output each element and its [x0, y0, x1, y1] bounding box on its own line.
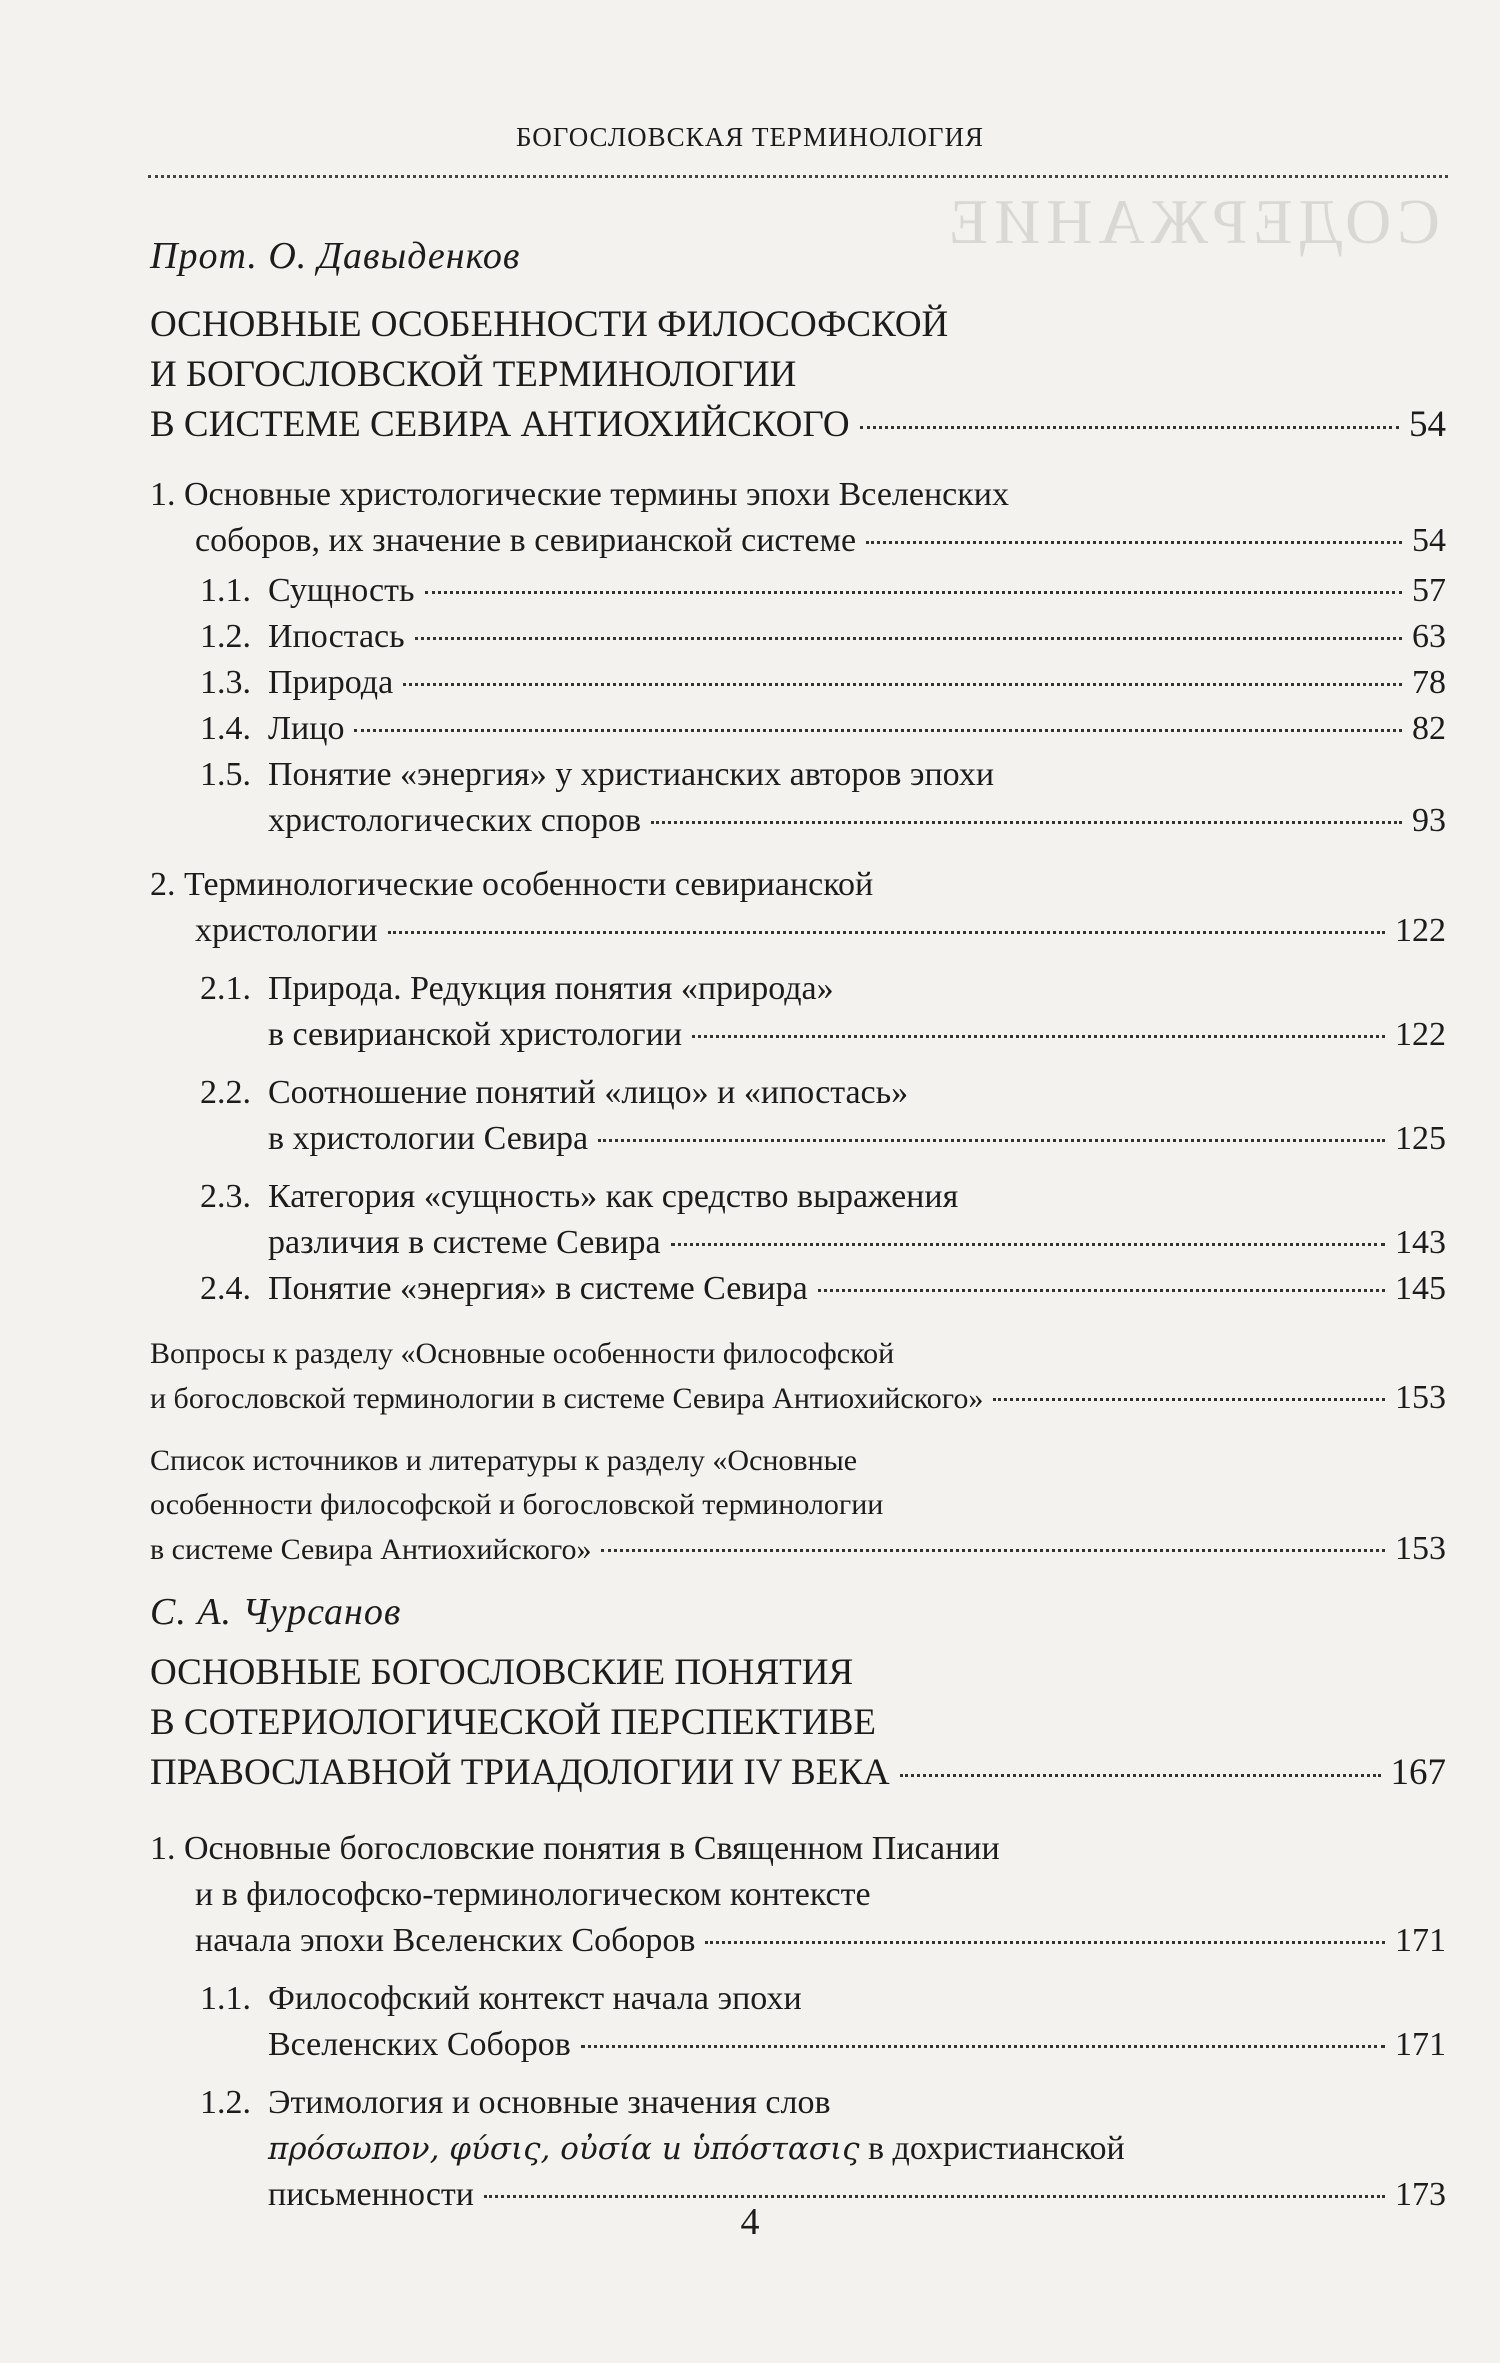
toc-subitem[interactable]	[150, 1266, 1446, 1312]
toc-text: Понятие «энергия» у христианских авторов эпохи	[268, 756, 995, 793]
toc-text: Соотношение понятий «лицо» и «ипостась»	[268, 1074, 909, 1111]
toc-chapter[interactable]	[150, 472, 1446, 564]
leader-dots	[900, 1774, 1381, 1777]
toc-text: в дохристианской	[859, 2130, 1125, 2167]
toc-text: 1. Основные богословские понятия в Священном Писании	[150, 1830, 1000, 1867]
page-ref: 171	[1395, 2026, 1446, 2063]
toc-subitem[interactable]	[150, 568, 1446, 614]
leader-dots	[651, 821, 1402, 824]
page-ref: 153	[1395, 1379, 1446, 1416]
toc-subitem[interactable]	[150, 752, 1446, 844]
page-ref: 78	[1412, 664, 1446, 701]
toc-number: 1.4.	[200, 710, 251, 747]
toc-text: различия в системе Севира	[268, 1224, 661, 1261]
toc-number: 1.5.	[200, 756, 251, 793]
toc-text: Философский контекст начала эпохи	[268, 1980, 802, 2017]
leader-dots	[581, 2045, 1385, 2048]
toc-chapter[interactable]	[150, 862, 1446, 954]
toc-number: 2.3.	[200, 1178, 251, 1215]
toc-subitem[interactable]	[150, 614, 1446, 660]
page-ref: 54	[1409, 404, 1446, 445]
toc-text: Список источников и литературы к разделу «Основные	[150, 1444, 858, 1477]
leader-dots	[354, 729, 1402, 732]
title-line: В СОТЕРИОЛОГИЧЕСКОЙ ПЕРСПЕКТИВЕ	[150, 1702, 877, 1743]
page-ref: 171	[1395, 1922, 1446, 1959]
toc-text: в христологии Севира	[268, 1120, 589, 1157]
page-ref: 173	[1395, 2176, 1446, 2213]
toc-subitem[interactable]	[150, 2080, 1446, 2218]
leader-dots	[671, 1243, 1385, 1246]
page-ref: 122	[1395, 1016, 1446, 1053]
leader-dots	[860, 426, 1399, 429]
toc-subitem[interactable]	[150, 966, 1446, 1058]
toc-text: Вопросы к разделу «Основные особенности философской	[150, 1337, 895, 1370]
toc-text: письменности	[268, 2176, 474, 2213]
leader-dots	[866, 541, 1402, 544]
title-line: И БОГОСЛОВСКОЙ ТЕРМИНОЛОГИИ	[150, 354, 797, 395]
toc-text: в системе Севира Антиохийского»	[150, 1533, 592, 1566]
page-ref: 82	[1412, 710, 1446, 747]
toc-number: 2.1.	[200, 970, 251, 1007]
toc-text: 2. Терминологические особенности севирианской	[150, 866, 874, 903]
page-ref: 143	[1395, 1224, 1446, 1261]
page-ref: 93	[1412, 802, 1446, 839]
toc-text: Понятие «энергия» в системе Севира	[268, 1270, 808, 1307]
page-ref: 122	[1395, 912, 1446, 949]
page-ref: 57	[1412, 572, 1446, 609]
page-ref: 54	[1412, 522, 1446, 559]
running-head: БОГОСЛОВСКАЯ ТЕРМИНОЛОГИЯ	[515, 122, 985, 152]
toc-text: Лицо	[268, 710, 345, 747]
leader-dots	[484, 2195, 1385, 2198]
page-ref: 63	[1412, 618, 1446, 655]
leader-dots	[598, 1139, 1385, 1142]
toc-sources[interactable]	[150, 1439, 1446, 1572]
toc-number: 1.2.	[200, 2084, 251, 2121]
toc-text: и богословской терминологии в системе Севира Антиохийского»	[150, 1382, 984, 1415]
toc-number: 2.2.	[200, 1074, 251, 1111]
toc-number: 1.2.	[200, 618, 251, 655]
toc-text: христологии	[195, 912, 378, 949]
toc-text: Категория «сущность» как средство выражения	[268, 1178, 959, 1215]
page-ref: 167	[1390, 1752, 1446, 1793]
toc-text: соборов, их значение в севирианской системе	[195, 522, 857, 559]
table-of-contents	[150, 232, 1446, 2218]
page-ref: 153	[1395, 1530, 1446, 1567]
toc-text: христологических споров	[268, 802, 642, 839]
toc-subitem[interactable]	[150, 1070, 1446, 1162]
toc-text: начала эпохи Вселенских Соборов	[195, 1922, 696, 1959]
section-title[interactable]	[150, 300, 1446, 450]
toc-chapter[interactable]	[150, 1826, 1446, 1964]
title-line: ОСНОВНЫЕ ОСОБЕННОСТИ ФИЛОСОФСКОЙ	[150, 304, 949, 345]
toc-subitem[interactable]	[150, 706, 1446, 752]
toc-text: в севирианской христологии	[268, 1016, 683, 1053]
leader-dots	[388, 931, 1385, 934]
section-title[interactable]	[150, 1648, 1446, 1798]
toc-questions[interactable]	[150, 1332, 1446, 1421]
header-dotted-rule	[148, 175, 1448, 178]
toc-text: особенности философской и богословской терминологии	[150, 1488, 884, 1521]
leader-dots	[601, 1549, 1385, 1552]
toc-text: и в философско-терминологическом контексте	[195, 1876, 871, 1913]
leader-dots	[993, 1398, 1385, 1401]
toc-number: 1.1.	[200, 1980, 251, 2017]
toc-text: Вселенских Соборов	[268, 2026, 571, 2063]
leader-dots	[818, 1289, 1385, 1292]
leader-dots	[705, 1941, 1385, 1944]
page-ref: 125	[1395, 1120, 1446, 1157]
toc-subitem[interactable]	[150, 1976, 1446, 2068]
toc-number: 1.1.	[200, 572, 251, 609]
toc-text: Сущность	[268, 572, 415, 609]
title-line: В СИСТЕМЕ СЕВИРА АНТИОХИЙСКОГО	[150, 404, 850, 445]
page-ref: 145	[1395, 1270, 1446, 1307]
greek-terms: πρόσωπον, φύσις, οὐσία и ὑπόστασις	[268, 2131, 860, 2167]
toc-text: Природа. Редукция понятия «природа»	[268, 970, 834, 1007]
section-author: Прот. О. Давыденков	[150, 235, 521, 277]
leader-dots	[403, 683, 1402, 686]
toc-number: 1.3.	[200, 664, 251, 701]
toc-number: 2.4.	[200, 1270, 251, 1307]
page-number: 4	[740, 2201, 760, 2243]
section-author: С. А. Чурсанов	[150, 1591, 402, 1633]
ghost-show-through-heading: СОДЕРЖАНИЕ	[943, 186, 1440, 257]
leader-dots	[415, 637, 1402, 640]
title-line: ПРАВОСЛАВНОЙ ТРИАДОЛОГИИ IV ВЕКА	[150, 1752, 890, 1793]
toc-subitem[interactable]	[150, 660, 1446, 706]
toc-text: 1. Основные христологические термины эпохи Вселенских	[150, 476, 1009, 513]
leader-dots	[692, 1035, 1385, 1038]
toc-subitem[interactable]	[150, 1174, 1446, 1266]
toc-text: Этимология и основные значения слов	[268, 2084, 831, 2121]
toc-text: Природа	[268, 664, 394, 701]
leader-dots	[425, 591, 1402, 594]
toc-text: Ипостась	[268, 618, 405, 655]
title-line: ОСНОВНЫЕ БОГОСЛОВСКИЕ ПОНЯТИЯ	[150, 1652, 854, 1693]
